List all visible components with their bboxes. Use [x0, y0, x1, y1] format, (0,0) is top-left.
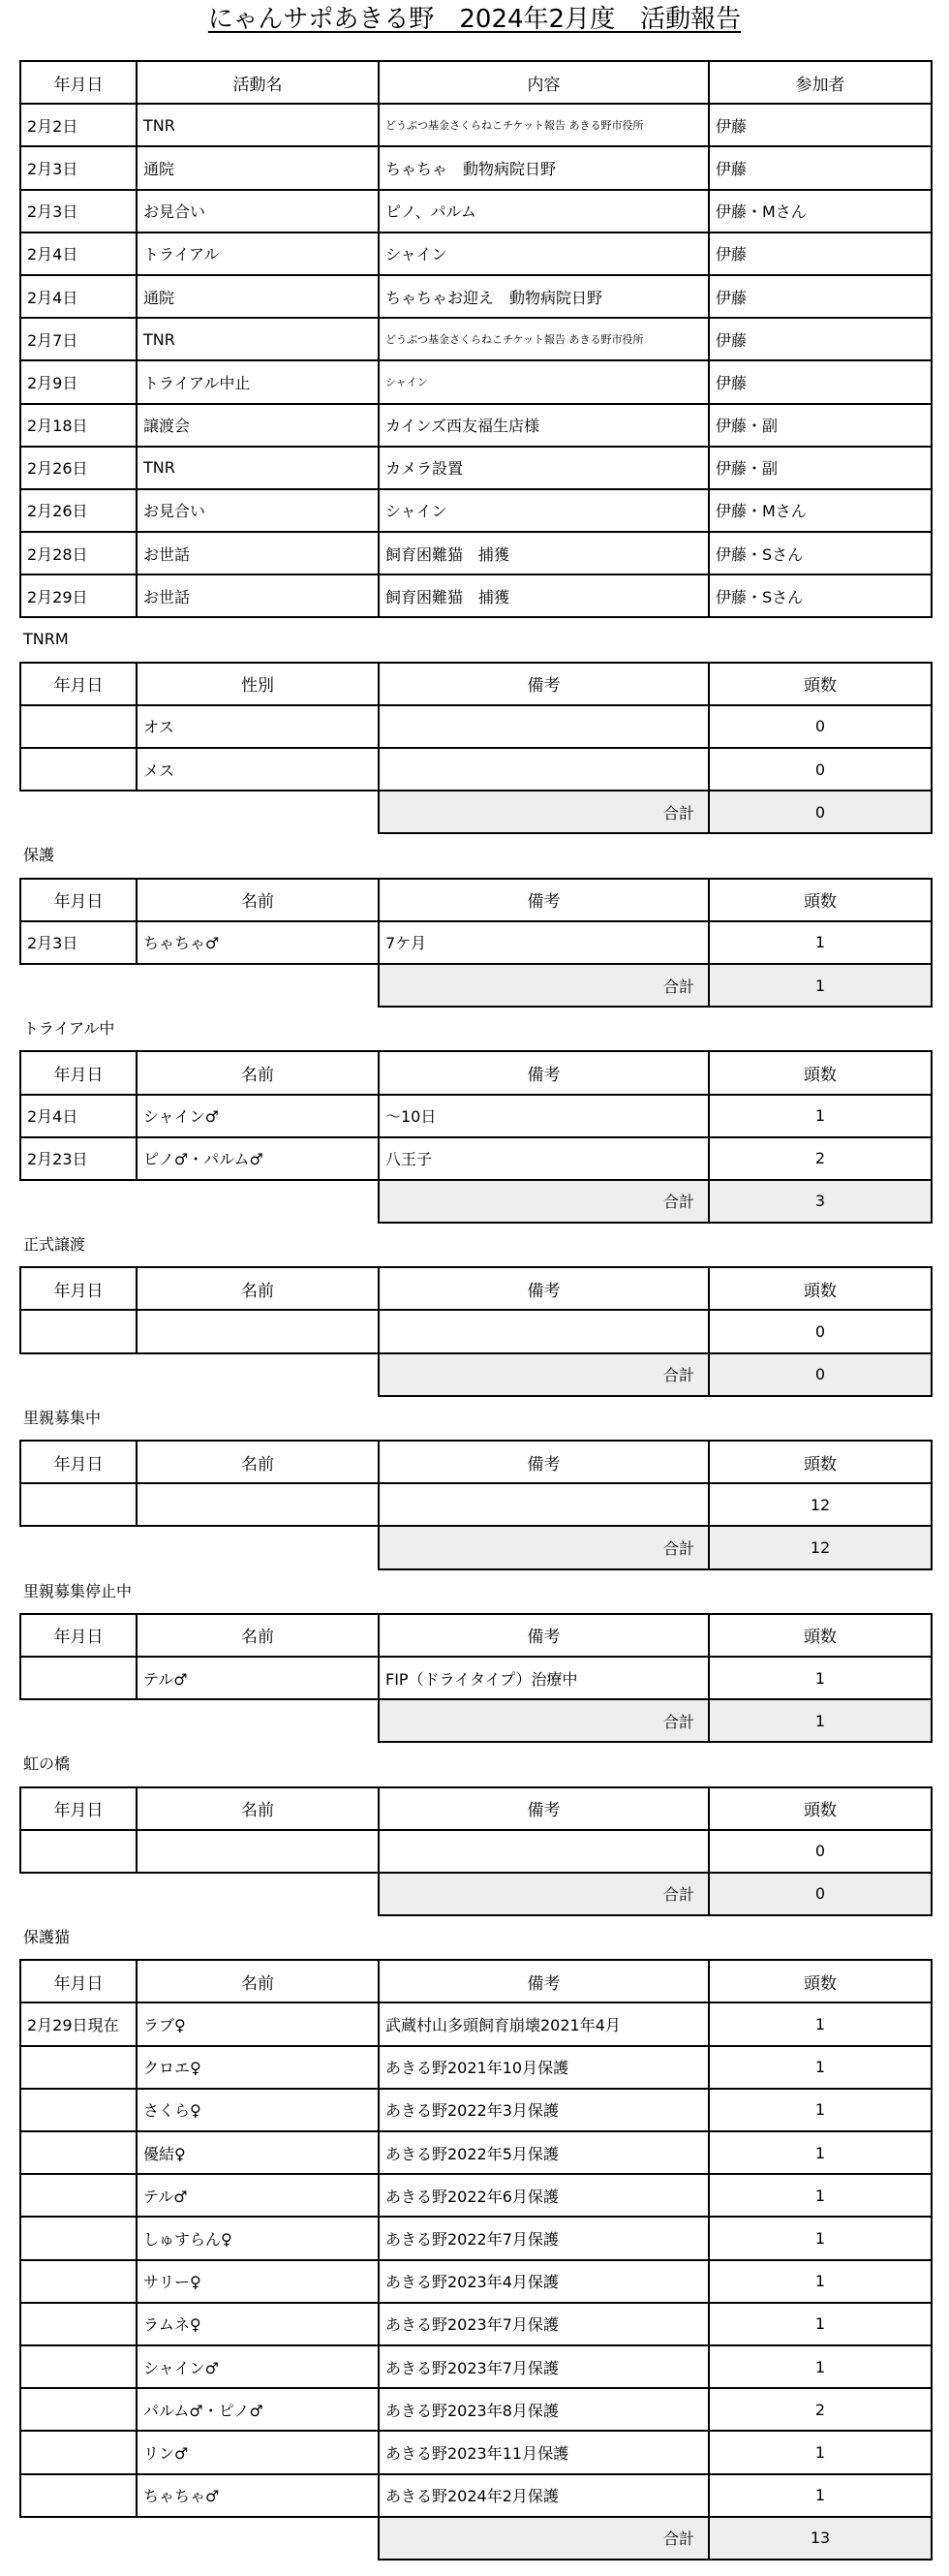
protection-table: [19, 878, 933, 1009]
header-note: 備考: [379, 1787, 709, 1830]
empty-cell: [20, 2517, 137, 2560]
empty-cell: [137, 1526, 379, 1568]
total-row: [20, 964, 932, 1007]
name-cell: シャイン♂: [137, 1095, 379, 1137]
content-cell: シャイン: [379, 489, 709, 532]
table-row: [20, 1483, 932, 1526]
header-name: 名前: [137, 1267, 379, 1310]
section-label-protection: 保護: [23, 846, 55, 865]
count-cell: 12: [709, 1483, 932, 1526]
header-name: 名前: [137, 1614, 379, 1657]
header-count: 頭数: [709, 1614, 932, 1657]
note-cell: FIP（ドライタイプ）治療中: [379, 1657, 709, 1699]
date-cell: [20, 2431, 137, 2473]
note-cell: あきる野2023年11月保護: [379, 2431, 709, 2473]
table-row: [20, 2260, 932, 2303]
count-cell: 1: [709, 2131, 932, 2174]
content-cell: 飼育困難猫 捕獲: [379, 532, 709, 574]
section-label-recruiting-paused: 里親募集停止中: [23, 1581, 133, 1600]
name-cell: [137, 1483, 379, 1526]
note-cell: あきる野2022年5月保護: [379, 2131, 709, 2174]
header-name: 名前: [137, 1787, 379, 1830]
count-cell: 1: [709, 2431, 932, 2473]
total-row: [20, 1180, 932, 1223]
date-cell: [20, 2046, 137, 2089]
header-row: [20, 1267, 932, 1310]
participants-cell: 伊藤・副: [709, 404, 932, 447]
content-cell: どうぶつ基金さくらねこチケット報告 あきる野市役所: [379, 318, 709, 360]
table-row: [20, 2131, 932, 2174]
note-cell: [379, 748, 709, 791]
table-row: [20, 1137, 932, 1180]
date-cell: [20, 1310, 137, 1352]
note-cell: あきる野2021年10月保護: [379, 2046, 709, 2089]
count-cell: 1: [709, 1657, 932, 1699]
report-title: [0, 0, 949, 60]
count-cell: 1: [709, 2303, 932, 2345]
name-cell: シャイン♂: [137, 2345, 379, 2388]
date-cell: 2月28日: [20, 532, 137, 574]
section-label-recruiting: 里親募集中: [23, 1408, 102, 1427]
total-label: 合計: [379, 1699, 709, 1742]
header-count: 頭数: [709, 1051, 932, 1094]
table-row: [20, 2345, 932, 2388]
empty-cell: [20, 964, 137, 1007]
table-row: [20, 2046, 932, 2089]
name-cell: ちゃちゃ♂: [137, 2474, 379, 2517]
count-cell: 1: [709, 2260, 932, 2303]
count-cell: 0: [709, 748, 932, 791]
header-count: 頭数: [709, 663, 932, 705]
table-row: [20, 2089, 932, 2131]
table-row: [20, 1310, 932, 1352]
header-date: 年月日: [20, 1787, 137, 1830]
header-date: 年月日: [20, 879, 137, 921]
total-count: 0: [709, 791, 932, 833]
name-cell: サリー♀: [137, 2260, 379, 2303]
header-row: [20, 1614, 932, 1657]
header-content: 内容: [379, 61, 709, 104]
header-date: 年月日: [20, 1441, 137, 1483]
count-cell: 0: [709, 705, 932, 748]
empty-cell: [137, 791, 379, 833]
recruiting-table: [19, 1440, 933, 1570]
note-cell: 7ケ月: [379, 921, 709, 964]
participants-cell: 伊藤: [709, 318, 932, 360]
participants-cell: 伊藤: [709, 233, 932, 275]
date-cell: 2月29日現在: [20, 2002, 137, 2045]
participants-cell: 伊藤: [709, 360, 932, 403]
total-row: [20, 1873, 932, 1915]
name-cell: [137, 1830, 379, 1873]
empty-cell: [20, 1353, 137, 1396]
table-row: [20, 2217, 932, 2259]
name-cell: 優結♀: [137, 2131, 379, 2174]
name-cell: クロエ♀: [137, 2046, 379, 2089]
date-cell: [20, 1483, 137, 1526]
empty-cell: [137, 1699, 379, 1742]
note-cell: あきる野2023年8月保護: [379, 2388, 709, 2431]
activity-cell: トライアル中止: [137, 360, 379, 403]
date-cell: 2月3日: [20, 190, 137, 233]
header-row: [20, 1441, 932, 1483]
activity-cell: TNR: [137, 104, 379, 146]
total-row: [20, 791, 932, 833]
total-label: 合計: [379, 1180, 709, 1223]
content-cell: カインズ西友福生店様: [379, 404, 709, 447]
section-label-protected-cats: 保護猫: [23, 1928, 71, 1947]
header-note: 備考: [379, 1267, 709, 1310]
content-cell: どうぶつ基金さくらねこチケット報告 あきる野市役所: [379, 104, 709, 146]
name-cell: しゅすらん♀: [137, 2217, 379, 2259]
protected-cats-table: [19, 1959, 933, 2560]
table-row: [20, 1830, 932, 1873]
date-cell: 2月3日: [20, 146, 137, 189]
count-cell: 2: [709, 1137, 932, 1180]
table-row: [20, 705, 932, 748]
count-cell: 1: [709, 2217, 932, 2259]
total-count: 0: [709, 1353, 932, 1396]
note-cell: あきる野2024年2月保護: [379, 2474, 709, 2517]
date-cell: 2月23日: [20, 1137, 137, 1180]
note-cell: あきる野2023年4月保護: [379, 2260, 709, 2303]
total-row: [20, 1699, 932, 1742]
table-row: [20, 2474, 932, 2517]
name-cell: ラブ♀: [137, 2002, 379, 2045]
count-cell: 2: [709, 2388, 932, 2431]
empty-cell: [20, 1873, 137, 1915]
name-cell: ちゃちゃ♂: [137, 921, 379, 964]
header-name: 名前: [137, 879, 379, 921]
date-cell: 2月4日: [20, 1095, 137, 1137]
count-cell: 1: [709, 1095, 932, 1137]
adopted-table: [19, 1266, 933, 1397]
table-row: [20, 2002, 932, 2045]
total-count: 1: [709, 964, 932, 1007]
note-cell: [379, 1830, 709, 1873]
participants-cell: 伊藤・Sさん: [709, 532, 932, 574]
activity-cell: トライアル: [137, 233, 379, 275]
date-cell: [20, 2260, 137, 2303]
trial-table: [19, 1050, 933, 1224]
date-cell: [20, 2217, 137, 2259]
activity-cell: 通院: [137, 146, 379, 189]
header-date: 年月日: [20, 663, 137, 705]
recruiting-paused-table: [19, 1613, 933, 1744]
empty-cell: [137, 1180, 379, 1223]
count-cell: 1: [709, 2474, 932, 2517]
table-row: [20, 104, 932, 146]
table-row: [20, 190, 932, 233]
content-cell: ちゃちゃ 動物病院日野: [379, 146, 709, 189]
empty-cell: [137, 964, 379, 1007]
name-cell: [137, 1310, 379, 1352]
count-cell: 1: [709, 2089, 932, 2131]
header-name: 名前: [137, 1960, 379, 2002]
date-cell: [20, 1657, 137, 1699]
report-title-text: にゃんサポあきる野 2024年2月度 活動報告: [207, 5, 742, 34]
count-cell: 0: [709, 1830, 932, 1873]
table-row: [20, 2431, 932, 2473]
note-cell: [379, 1483, 709, 1526]
table-row: [20, 921, 932, 964]
header-date: 年月日: [20, 1267, 137, 1310]
total-count: 13: [709, 2517, 932, 2560]
date-cell: 2月29日: [20, 574, 137, 617]
total-label: 合計: [379, 791, 709, 833]
content-cell: シャイン: [379, 233, 709, 275]
date-cell: 2月3日: [20, 921, 137, 964]
total-count: 12: [709, 1526, 932, 1568]
count-cell: 1: [709, 2046, 932, 2089]
date-cell: 2月18日: [20, 404, 137, 447]
header-activity: 活動名: [137, 61, 379, 104]
date-cell: [20, 2089, 137, 2131]
total-count: 0: [709, 1873, 932, 1915]
empty-cell: [20, 1699, 137, 1742]
participants-cell: 伊藤・Mさん: [709, 190, 932, 233]
content-cell: 飼育困難猫 捕獲: [379, 574, 709, 617]
participants-cell: 伊藤: [709, 146, 932, 189]
header-note: 備考: [379, 1051, 709, 1094]
header-date: 年月日: [20, 1614, 137, 1657]
date-cell: 2月2日: [20, 104, 137, 146]
sex-cell: オス: [137, 705, 379, 748]
date-cell: [20, 2174, 137, 2217]
note-cell: 八王子: [379, 1137, 709, 1180]
date-cell: [20, 1830, 137, 1873]
header-note: 備考: [379, 1614, 709, 1657]
empty-cell: [137, 2517, 379, 2560]
name-cell: テル♂: [137, 1657, 379, 1699]
table-row: [20, 275, 932, 318]
total-count: 3: [709, 1180, 932, 1223]
count-cell: 1: [709, 2345, 932, 2388]
activity-table: [19, 60, 933, 618]
participants-cell: 伊藤: [709, 275, 932, 318]
total-label: 合計: [379, 2517, 709, 2560]
content-cell: ピノ、パルム: [379, 190, 709, 233]
date-cell: 2月9日: [20, 360, 137, 403]
participants-cell: 伊藤・副: [709, 447, 932, 489]
total-label: 合計: [379, 1873, 709, 1915]
note-cell: ～10日: [379, 1095, 709, 1137]
header-row: [20, 61, 932, 104]
content-cell: ちゃちゃお迎え 動物病院日野: [379, 275, 709, 318]
name-cell: リン♂: [137, 2431, 379, 2473]
date-cell: [20, 2131, 137, 2174]
header-name: 名前: [137, 1441, 379, 1483]
section-label-trial: トライアル中: [23, 1019, 115, 1039]
date-cell: 2月7日: [20, 318, 137, 360]
count-cell: 1: [709, 2002, 932, 2045]
header-participants: 参加者: [709, 61, 932, 104]
name-cell: ピノ♂・パルム♂: [137, 1137, 379, 1180]
table-row: [20, 2174, 932, 2217]
table-row: [20, 574, 932, 617]
header-row: [20, 1787, 932, 1830]
table-row: [20, 748, 932, 791]
table-row: [20, 489, 932, 532]
count-cell: 1: [709, 921, 932, 964]
header-count: 頭数: [709, 879, 932, 921]
total-row: [20, 1353, 932, 1396]
header-row: [20, 1051, 932, 1094]
name-cell: さくら♀: [137, 2089, 379, 2131]
total-label: 合計: [379, 964, 709, 1007]
participants-cell: 伊藤・Mさん: [709, 489, 932, 532]
table-row: [20, 1657, 932, 1699]
note-cell: あきる野2023年7月保護: [379, 2303, 709, 2345]
note-cell: あきる野2022年3月保護: [379, 2089, 709, 2131]
header-note: 備考: [379, 879, 709, 921]
total-row: [20, 1526, 932, 1568]
header-sex: 性別: [137, 663, 379, 705]
empty-cell: [137, 1353, 379, 1396]
header-row: [20, 1960, 932, 2002]
count-cell: 1: [709, 2174, 932, 2217]
activity-cell: お世話: [137, 532, 379, 574]
table-row: [20, 146, 932, 189]
section-label-rainbow-bridge: 虹の橋: [23, 1754, 71, 1774]
date-cell: 2月26日: [20, 489, 137, 532]
empty-cell: [20, 1526, 137, 1568]
activity-cell: 譲渡会: [137, 404, 379, 447]
content-cell: カメラ設置: [379, 447, 709, 489]
header-row: [20, 879, 932, 921]
date-cell: [20, 2474, 137, 2517]
note-cell: あきる野2022年6月保護: [379, 2174, 709, 2217]
date-cell: 2月4日: [20, 233, 137, 275]
date-cell: 2月4日: [20, 275, 137, 318]
note-cell: 武蔵村山多頭飼育崩壊2021年4月: [379, 2002, 709, 2045]
participants-cell: 伊藤・Sさん: [709, 574, 932, 617]
header-note: 備考: [379, 1960, 709, 2002]
header-date: 年月日: [20, 1960, 137, 2002]
table-row: [20, 404, 932, 447]
note-cell: あきる野2022年7月保護: [379, 2217, 709, 2259]
activity-cell: お見合い: [137, 190, 379, 233]
empty-cell: [20, 791, 137, 833]
activity-cell: 通院: [137, 275, 379, 318]
header-count: 頭数: [709, 1267, 932, 1310]
activity-cell: TNR: [137, 318, 379, 360]
empty-cell: [137, 1873, 379, 1915]
header-note: 備考: [379, 1441, 709, 1483]
content-cell: シャイン: [379, 360, 709, 403]
table-row: [20, 447, 932, 489]
sex-cell: メス: [137, 748, 379, 791]
date-cell: 2月26日: [20, 447, 137, 489]
note-cell: あきる野2023年7月保護: [379, 2345, 709, 2388]
count-cell: 0: [709, 1310, 932, 1352]
name-cell: パルム♂・ピノ♂: [137, 2388, 379, 2431]
total-label: 合計: [379, 1353, 709, 1396]
date-cell: [20, 705, 137, 748]
table-row: [20, 532, 932, 574]
section-label-adopted: 正式譲渡: [23, 1235, 86, 1255]
empty-cell: [20, 1180, 137, 1223]
header-date: 年月日: [20, 61, 137, 104]
table-row: [20, 1095, 932, 1137]
table-row: [20, 2303, 932, 2345]
name-cell: ラムネ♀: [137, 2303, 379, 2345]
activity-cell: お見合い: [137, 489, 379, 532]
activity-cell: TNR: [137, 447, 379, 489]
header-count: 頭数: [709, 1441, 932, 1483]
participants-cell: 伊藤: [709, 104, 932, 146]
total-label: 合計: [379, 1526, 709, 1568]
header-count: 頭数: [709, 1960, 932, 2002]
total-row: [20, 2517, 932, 2560]
activity-cell: お世話: [137, 574, 379, 617]
table-row: [20, 2388, 932, 2431]
date-cell: [20, 2303, 137, 2345]
table-row: [20, 233, 932, 275]
date-cell: [20, 2388, 137, 2431]
header-note: 備考: [379, 663, 709, 705]
header-count: 頭数: [709, 1787, 932, 1830]
section-label-tnrm: TNRM: [23, 630, 69, 649]
total-count: 1: [709, 1699, 932, 1742]
note-cell: [379, 1310, 709, 1352]
name-cell: テル♂: [137, 2174, 379, 2217]
date-cell: [20, 748, 137, 791]
table-row: [20, 360, 932, 403]
header-date: 年月日: [20, 1051, 137, 1094]
tnrm-table: [19, 662, 933, 835]
header-row: [20, 663, 932, 705]
date-cell: [20, 2345, 137, 2388]
note-cell: [379, 705, 709, 748]
rainbow-bridge-table: [19, 1786, 933, 1917]
table-row: [20, 318, 932, 360]
header-name: 名前: [137, 1051, 379, 1094]
